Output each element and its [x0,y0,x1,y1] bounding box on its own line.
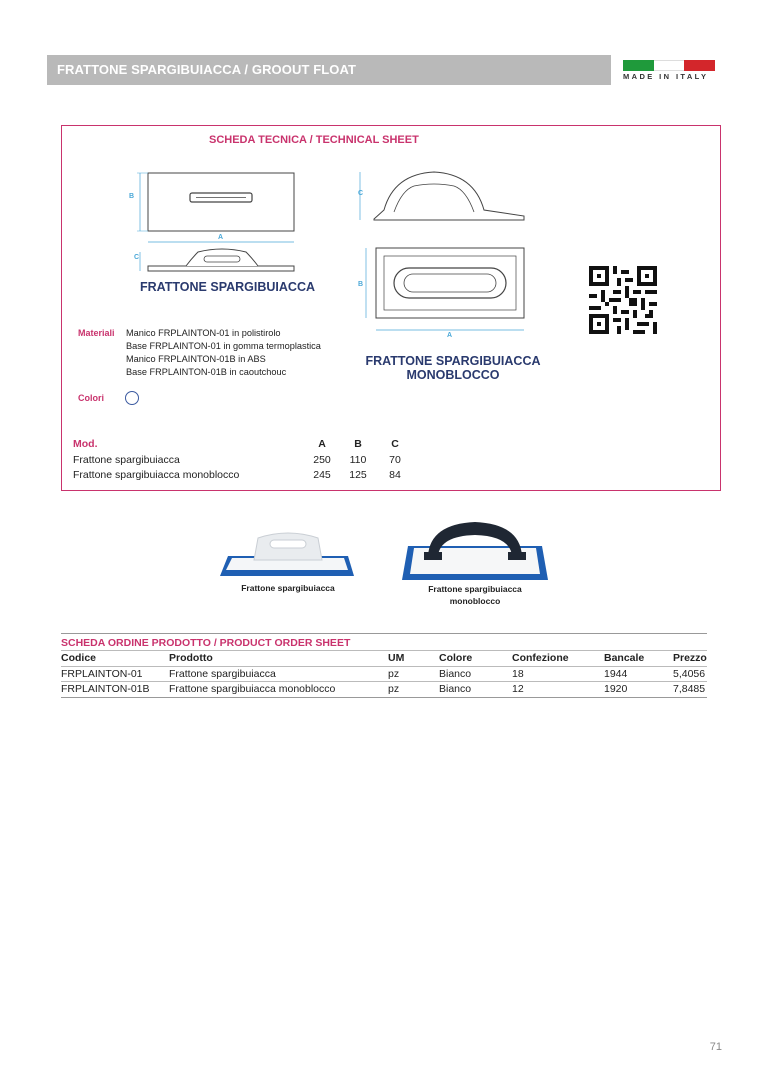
float-product-photo [218,520,358,580]
material-item: Base FRPLAINTON-01B in caoutchouc [126,367,287,377]
order-row-rule [61,681,707,682]
photo2-caption [400,583,550,607]
product2-name-line1: FRATTONE SPARGIBUIACCA [365,354,541,368]
dims-row-a: 250 [313,454,331,466]
photo2-caption-line2: monoblocco [449,596,501,606]
material-item: Manico FRPLAINTON-01 in polistirolo [126,328,281,338]
col-colore: Colore [439,652,473,664]
order-cell-um: pz [388,683,400,695]
page-title: FRATTONE SPARGIBUIACCA / GROOUT FLOAT [57,62,357,77]
header-c: C [391,438,399,450]
order-cell-codice: FRPLAINTON-01B [61,683,150,695]
col-codice: Codice [61,652,97,664]
dims-row-b: 110 [349,454,367,466]
header-a: A [318,438,326,450]
order-cell-confezione: 18 [512,668,524,680]
order-cell-um: pz [388,668,400,680]
materials-label: Materiali [78,328,115,338]
product2-name [365,354,541,382]
order-cell-confezione: 12 [512,683,524,695]
order-cell-bancale: 1920 [604,683,628,695]
order-cell-bancale: 1944 [604,668,628,680]
photo2-caption-line1: Frattone spargibuiacca [428,584,522,594]
float-technical-drawing [122,166,302,286]
order-cell-prezzo: 7,8485 [673,683,706,695]
monoblock-technical-drawing [354,164,534,344]
header-b: B [354,438,362,450]
technical-sheet-title: SCHEDA TECNICA / TECHNICAL SHEET [209,134,419,146]
col-prezzo: Prezzo [673,652,707,664]
italian-flag-icon [623,60,715,71]
dimension-b-label: B [129,193,135,200]
colors-label: Colori [78,393,104,403]
dimension-a-label: A [218,234,224,241]
dimension-c-label: C [134,254,140,261]
col-bancale: Bancale [604,652,645,664]
dimension-b-label-2: B [358,281,364,288]
dimension-c-label-2: C [358,190,364,197]
dims-row-b: 125 [349,469,367,481]
product2-name-line2: MONOBLOCCO [406,368,500,382]
qr-code-icon[interactable] [589,266,657,334]
col-um: UM [388,652,405,664]
order-cell-codice: FRPLAINTON-01 [61,668,143,680]
mod-label: Mod. [73,438,98,450]
dims-row-c: 84 [389,469,401,481]
materials-list [126,327,321,379]
col-prodotto: Prodotto [169,652,213,664]
technical-sheet-box [61,125,721,491]
made-in-italy-label: MADE IN ITALY [623,72,709,81]
order-bottom-rule [61,697,707,698]
white-color-swatch [125,391,139,405]
header-bar [47,55,611,85]
dims-row-a: 245 [313,469,331,481]
order-cell-colore: Bianco [439,683,472,695]
col-confezione: Confezione [512,652,569,664]
order-cell-prodotto: Frattone spargibuiacca monoblocco [169,683,336,695]
page-number: 71 [709,1041,722,1053]
order-cell-colore: Bianco [439,668,472,680]
dims-row-c: 70 [389,454,401,466]
material-item: Base FRPLAINTON-01 in gomma termoplastica [126,341,321,351]
order-header-rule [61,650,707,651]
order-cell-prodotto: Frattone spargibuiacca [169,668,276,680]
order-sheet-title: SCHEDA ORDINE PRODOTTO / PRODUCT ORDER SHEET [61,637,351,649]
order-cell-prezzo: 5,4056 [673,668,706,680]
material-item: Manico FRPLAINTON-01B in ABS [126,354,266,364]
photo1-caption: Frattone spargibuiacca [241,583,335,593]
dimension-a-label-2: A [447,332,453,339]
order-top-rule [61,633,707,634]
dims-row-name: Frattone spargibuiacca monoblocco [73,469,240,481]
product1-name: FRATTONE SPARGIBUIACCA [140,280,315,294]
order-row-rule [61,666,707,667]
monoblock-product-photo [400,518,550,584]
dims-row-name: Frattone spargibuiacca [73,454,180,466]
